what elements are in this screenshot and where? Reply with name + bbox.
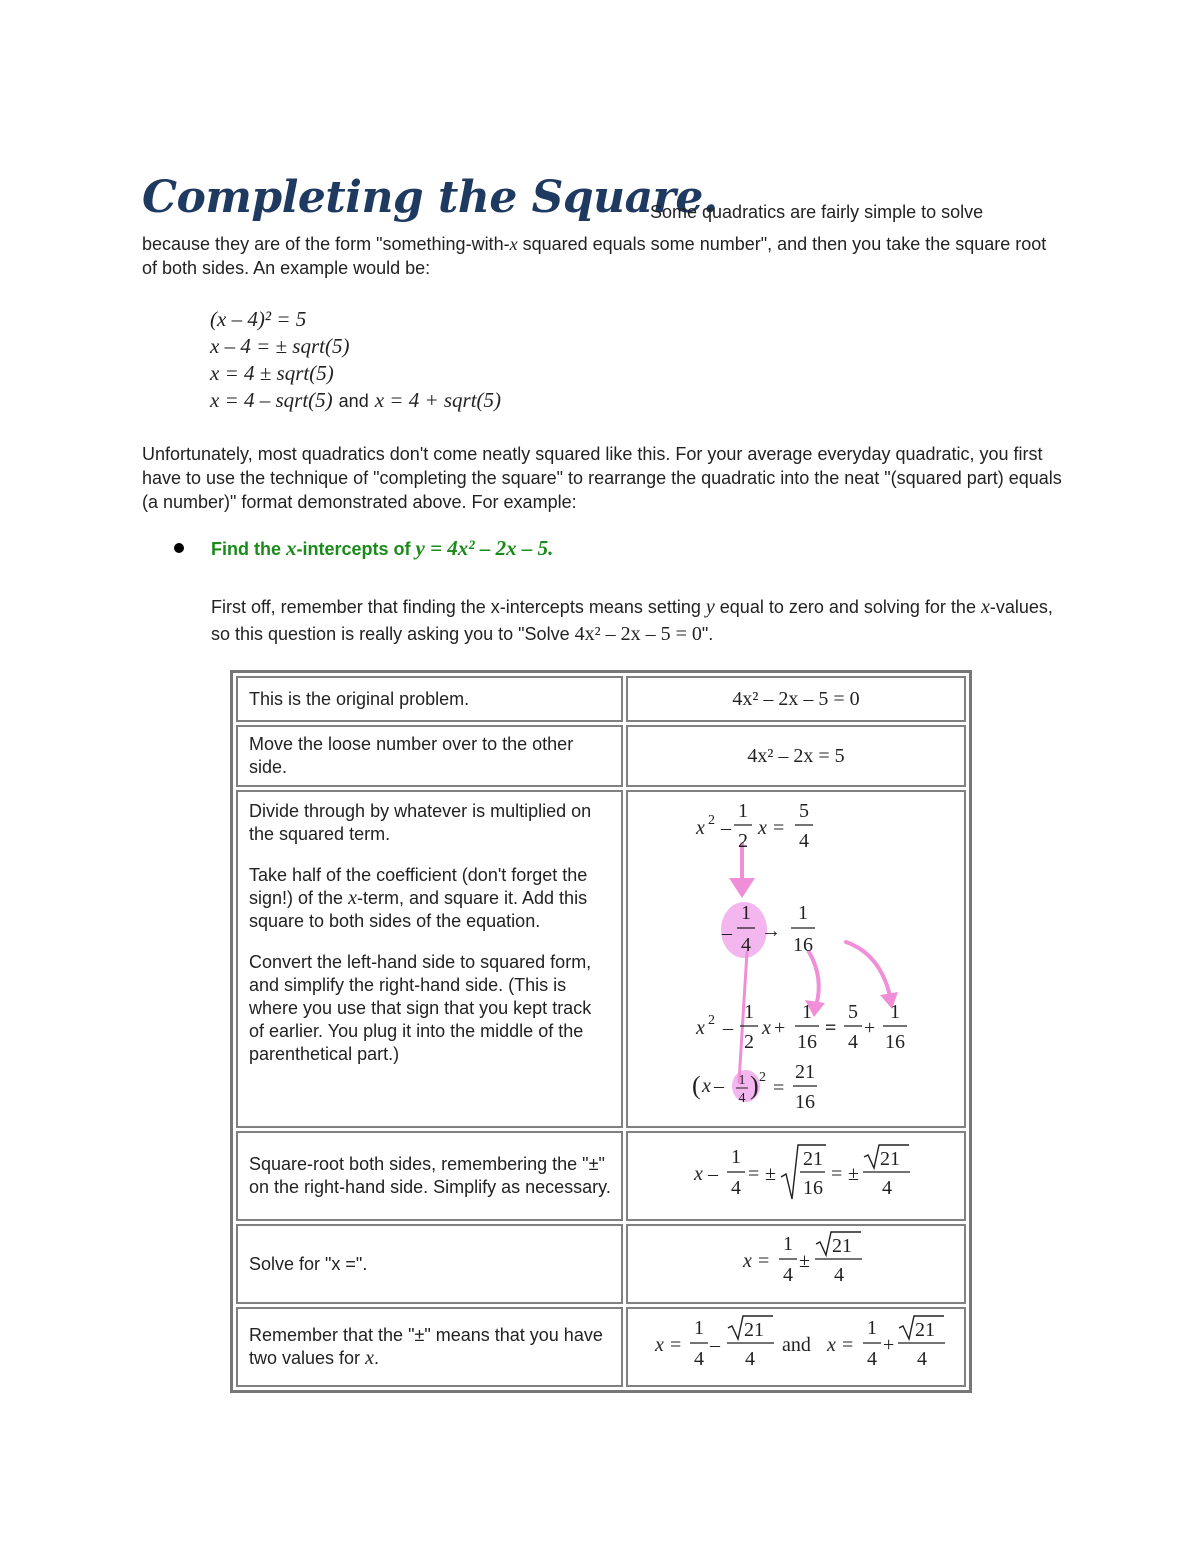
math-x: x [696, 817, 705, 839]
math-den: 16 [795, 1091, 815, 1113]
intro-first-line: Some quadratics are fairly simple to solve [650, 202, 984, 222]
arrow-curve-2-icon [846, 942, 890, 996]
example-eq-4 [210, 388, 501, 413]
step-3-equation [626, 790, 966, 1128]
p3-var-x: x [980, 596, 990, 618]
math-arrow: → [761, 920, 781, 942]
step-1-equation: 4x² – 2x – 5 = 0 [626, 676, 966, 722]
math-den: 4 [741, 934, 751, 956]
math-paren: ) [750, 1071, 759, 1100]
step-3-var: x [348, 887, 357, 909]
step-3-text-c: Convert the left-hand side to squared form, and simplify the right-hand side. (This is where you use that sign that you kept track of earlier. You plug it into the middle of the parenthetical part.) [249, 952, 592, 1064]
math-eq: = [825, 1017, 837, 1039]
step-3-text-b [249, 864, 611, 933]
math-den: 16 [803, 1177, 823, 1199]
example-eq-4a: x = 4 – sqrt(5) [210, 388, 333, 412]
step-6-and: and [782, 1334, 811, 1356]
math-den: 4 [917, 1348, 927, 1370]
p3-text-d: ". [701, 624, 714, 644]
math-minus: – [722, 922, 732, 944]
step-3-text-b2: -term, and square it. Add this square to both sides of the equation. [249, 888, 588, 931]
math-num: 1 [694, 1317, 704, 1339]
math-sup: 2 [708, 813, 715, 828]
arrow-head-1-icon [729, 878, 755, 898]
math-x: x [743, 1250, 752, 1272]
bullet-label-b: -intercepts of [296, 539, 416, 559]
math-num: 1 [738, 1073, 746, 1088]
math-num: 1 [744, 1001, 754, 1023]
step-2-text: Move the loose number over to the other side. [236, 725, 623, 787]
bullet-dot-icon [174, 543, 184, 553]
math-pm: ± [765, 1163, 776, 1185]
math-pm: ± [799, 1250, 810, 1272]
math-x: x [702, 1075, 711, 1097]
math-num: 21 [803, 1148, 823, 1170]
math-sup: 2 [759, 1070, 766, 1085]
math-den: 4 [783, 1264, 793, 1286]
step-6-math [628, 1309, 964, 1379]
example-eq-and: and [338, 391, 369, 411]
step-5-text: Solve for "x =". [236, 1224, 623, 1304]
bullet-equation: y = 4x² – 2x – 5. [415, 536, 554, 560]
math-eq: = [670, 1334, 682, 1356]
bullet-var: x [286, 536, 297, 560]
math-minus: – [710, 1334, 720, 1356]
example-eq-2: x – 4 = ± sqrt(5) [210, 334, 350, 358]
math-x: x [696, 1017, 705, 1039]
math-num: 1 [738, 800, 748, 822]
math-num: 1 [867, 1317, 877, 1339]
math-plus: + [883, 1334, 895, 1356]
step-2-equation: 4x² – 2x = 5 [626, 725, 966, 787]
math-den: 4 [694, 1348, 704, 1370]
math-minus: – [708, 1163, 718, 1185]
p3-equation: 4x² – 2x – 5 = 0 [574, 623, 702, 645]
math-num: 5 [848, 1001, 858, 1023]
math-den: 2 [738, 830, 748, 852]
table-row [236, 1224, 966, 1304]
math-num: 1 [741, 902, 751, 924]
step-6-text-a: Remember that the "±" means that you have two values for [249, 1325, 603, 1368]
math-num: 1 [731, 1146, 741, 1168]
math-minus: – [721, 817, 731, 839]
math-eq: = [748, 1163, 760, 1185]
p3-text-a: First off, remember that finding the x-intercepts means setting [211, 597, 706, 617]
math-num: 21 [880, 1148, 900, 1170]
math-den: 4 [799, 830, 809, 852]
math-den: 4 [738, 1091, 746, 1106]
p3-var-y: y [705, 596, 715, 618]
math-num: 1 [802, 1001, 812, 1023]
step-6-var: x [365, 1347, 374, 1369]
step-3-text-a: Divide through by whatever is multiplied on the squared term. [249, 801, 592, 844]
step-1-text: This is the original problem. [236, 676, 623, 722]
math-den: 4 [848, 1031, 858, 1053]
table-row [236, 676, 966, 722]
intro-var: x [509, 234, 518, 254]
math-eq: = [773, 817, 785, 839]
math-pm: ± [848, 1163, 859, 1185]
step-5-equation [626, 1224, 966, 1304]
math-x: x [762, 1017, 771, 1039]
math-minus: – [714, 1075, 724, 1097]
math-num: 1 [783, 1233, 793, 1255]
steps-table [230, 670, 972, 1393]
example-eq-4b: x = 4 + sqrt(5) [374, 388, 502, 412]
math-plus: + [864, 1017, 876, 1039]
math-den: 4 [867, 1348, 877, 1370]
math-eq: = [831, 1163, 843, 1185]
paragraph-2: Unfortunately, most quadratics don't come neatly squared like this. For your average everyday quadratic, you first have to use the technique of "completing the square" to rearrange the quadratic into the neat "(squared part) equals (a number)" format demonstrated above. For example: [142, 444, 1062, 512]
math-den: 2 [744, 1031, 754, 1053]
math-eq: = [773, 1077, 785, 1099]
step-4-text: Square-root both sides, remembering the "±" on the right-hand side. Simplify as necessary. [236, 1131, 623, 1221]
bullet-heading [211, 536, 553, 561]
table-row [236, 1131, 966, 1221]
step-6-equation [626, 1307, 966, 1387]
math-num: 21 [915, 1319, 935, 1341]
math-num: 21 [795, 1061, 815, 1083]
paragraph-3 [211, 594, 1071, 648]
step-3-math-diagram [628, 792, 964, 1120]
intro-text-b: squared equals some number", and then you take the square root of both sides. An example would be: [142, 234, 1047, 278]
math-num: 21 [832, 1235, 852, 1257]
arrow-curve-1-icon [809, 952, 819, 1006]
p3-text-c: -values, so this question is really asking you to "Solve [211, 597, 1053, 644]
bullet-label-a: Find the [211, 539, 286, 559]
math-x: x [655, 1334, 664, 1356]
example-eq-1: (x – 4)² = 5 [210, 307, 307, 331]
step-3-text [236, 790, 623, 1128]
step-4-math [628, 1133, 964, 1213]
math-paren: ( [692, 1071, 701, 1100]
table-row [236, 1307, 966, 1387]
math-eq: = [842, 1334, 854, 1356]
math-den: 16 [885, 1031, 905, 1053]
step-5-math [628, 1226, 964, 1296]
math-den: 4 [834, 1264, 844, 1286]
math-num: 1 [798, 902, 808, 924]
math-eq: = [758, 1250, 770, 1272]
math-sup: 2 [708, 1013, 715, 1028]
math-x: x [827, 1334, 836, 1356]
math-num: 5 [799, 800, 809, 822]
page-title: Completing the Square. [142, 172, 718, 223]
math-den: 4 [731, 1177, 741, 1199]
step-6-text-b: . [373, 1348, 379, 1368]
math-num: 1 [890, 1001, 900, 1023]
step-3-text-b1: Take half of the coefficient (don't forget the sign!) of the [249, 865, 588, 908]
math-den: 4 [882, 1177, 892, 1199]
math-den: 16 [797, 1031, 817, 1053]
math-minus: – [723, 1017, 733, 1039]
table-row [236, 725, 966, 787]
step-6-text [236, 1307, 623, 1387]
table-row [236, 790, 966, 1128]
intro-paragraph [142, 232, 1062, 280]
math-den: 16 [793, 934, 813, 956]
p3-text-b: equal to zero and solving for the [714, 597, 981, 617]
math-plus: + [774, 1017, 786, 1039]
step-4-equation [626, 1131, 966, 1221]
math-x: x [758, 817, 767, 839]
math-num: 21 [744, 1319, 764, 1341]
math-x: x [694, 1163, 703, 1185]
example-eq-3: x = 4 ± sqrt(5) [210, 361, 334, 385]
math-den: 4 [745, 1348, 755, 1370]
intro-text-a: because they are of the form "something-with- [142, 234, 510, 254]
